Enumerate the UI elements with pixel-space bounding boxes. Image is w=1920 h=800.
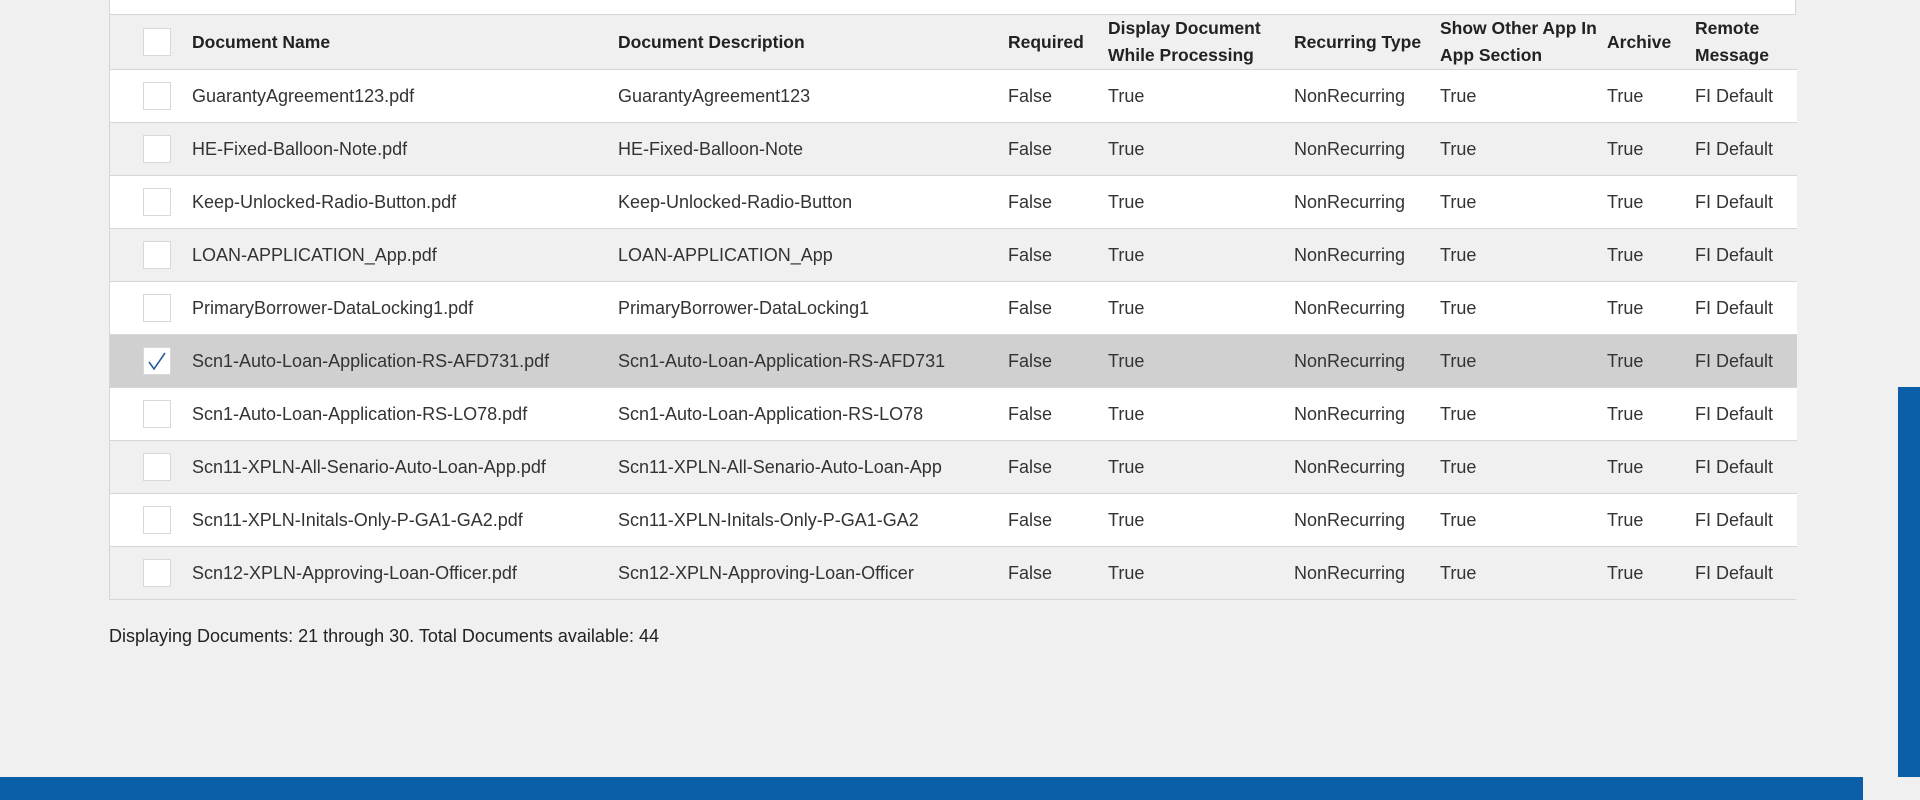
cell-document-description: Scn12-XPLN-Approving-Loan-Officer bbox=[618, 547, 1008, 600]
cell-document-description: Scn1-Auto-Loan-Application-RS-LO78 bbox=[618, 388, 1008, 441]
cell-required: False bbox=[1008, 494, 1108, 547]
cell-remote-message: FI Default bbox=[1695, 547, 1797, 600]
row-checkbox[interactable] bbox=[143, 400, 171, 428]
row-checkbox[interactable] bbox=[143, 241, 171, 269]
pagination-status: Displaying Documents: 21 through 30. Total Documents available: 44 bbox=[109, 626, 659, 646]
cell-show-other-app: True bbox=[1440, 547, 1607, 600]
row-select-cell bbox=[110, 494, 192, 547]
cell-show-other-app: True bbox=[1440, 229, 1607, 282]
header-remote-message[interactable]: Remote Message bbox=[1695, 15, 1797, 70]
header-display-while-processing[interactable]: Display Document While Processing bbox=[1108, 15, 1294, 70]
cell-remote-message: FI Default bbox=[1695, 494, 1797, 547]
cell-archive: True bbox=[1607, 229, 1695, 282]
cell-document-description: Scn1-Auto-Loan-Application-RS-AFD731 bbox=[618, 335, 1008, 388]
row-checkbox[interactable] bbox=[143, 82, 171, 110]
cell-remote-message: FI Default bbox=[1695, 335, 1797, 388]
cell-document-description: PrimaryBorrower-DataLocking1 bbox=[618, 282, 1008, 335]
cell-display-while-processing: True bbox=[1108, 335, 1294, 388]
cell-show-other-app: True bbox=[1440, 494, 1607, 547]
cell-archive: True bbox=[1607, 176, 1695, 229]
cell-required: False bbox=[1008, 388, 1108, 441]
cell-recurring-type: NonRecurring bbox=[1294, 70, 1440, 123]
cell-recurring-type: NonRecurring bbox=[1294, 123, 1440, 176]
header-document-name[interactable]: Document Name bbox=[192, 15, 618, 70]
cell-archive: True bbox=[1607, 335, 1695, 388]
cell-required: False bbox=[1008, 441, 1108, 494]
cell-archive: True bbox=[1607, 441, 1695, 494]
row-checkbox[interactable] bbox=[143, 135, 171, 163]
cell-document-name[interactable]: Scn11-XPLN-All-Senario-Auto-Loan-App.pdf bbox=[192, 441, 618, 494]
cell-display-while-processing: True bbox=[1108, 441, 1294, 494]
cell-remote-message: FI Default bbox=[1695, 176, 1797, 229]
cell-required: False bbox=[1008, 70, 1108, 123]
cell-recurring-type: NonRecurring bbox=[1294, 176, 1440, 229]
cell-required: False bbox=[1008, 123, 1108, 176]
table-row[interactable] bbox=[110, 547, 1797, 600]
cell-show-other-app: True bbox=[1440, 176, 1607, 229]
row-select-cell bbox=[110, 388, 192, 441]
cell-required: False bbox=[1008, 335, 1108, 388]
table-row[interactable] bbox=[110, 70, 1797, 123]
row-select-cell bbox=[110, 441, 192, 494]
cell-display-while-processing: True bbox=[1108, 123, 1294, 176]
cell-recurring-type: NonRecurring bbox=[1294, 388, 1440, 441]
cell-archive: True bbox=[1607, 494, 1695, 547]
cell-document-description: LOAN-APPLICATION_App bbox=[618, 229, 1008, 282]
row-select-cell bbox=[110, 335, 192, 388]
row-checkbox[interactable] bbox=[143, 294, 171, 322]
cell-document-name[interactable]: LOAN-APPLICATION_App.pdf bbox=[192, 229, 618, 282]
row-select-cell bbox=[110, 229, 192, 282]
cell-remote-message: FI Default bbox=[1695, 229, 1797, 282]
cell-recurring-type: NonRecurring bbox=[1294, 229, 1440, 282]
row-select-cell bbox=[110, 176, 192, 229]
row-select-cell bbox=[110, 547, 192, 600]
row-checkbox[interactable] bbox=[143, 347, 171, 375]
cell-remote-message: FI Default bbox=[1695, 70, 1797, 123]
cell-show-other-app: True bbox=[1440, 335, 1607, 388]
cell-archive: True bbox=[1607, 388, 1695, 441]
cell-document-name[interactable]: Scn11-XPLN-Initals-Only-P-GA1-GA2.pdf bbox=[192, 494, 618, 547]
documents-table bbox=[109, 14, 1796, 600]
cell-document-description: HE-Fixed-Balloon-Note bbox=[618, 123, 1008, 176]
footer-bar bbox=[0, 777, 1863, 800]
table-row[interactable] bbox=[110, 494, 1797, 547]
cell-remote-message: FI Default bbox=[1695, 123, 1797, 176]
cell-recurring-type: NonRecurring bbox=[1294, 335, 1440, 388]
cell-document-description: Scn11-XPLN-Initals-Only-P-GA1-GA2 bbox=[618, 494, 1008, 547]
header-archive[interactable]: Archive bbox=[1607, 15, 1695, 70]
select-all-checkbox[interactable] bbox=[143, 28, 171, 56]
cell-show-other-app: True bbox=[1440, 123, 1607, 176]
cell-document-name[interactable]: Scn12-XPLN-Approving-Loan-Officer.pdf bbox=[192, 547, 618, 600]
header-required[interactable]: Required bbox=[1008, 15, 1108, 70]
cell-remote-message: FI Default bbox=[1695, 388, 1797, 441]
cell-display-while-processing: True bbox=[1108, 176, 1294, 229]
side-accent-bar bbox=[1898, 387, 1920, 777]
cell-archive: True bbox=[1607, 70, 1695, 123]
cell-recurring-type: NonRecurring bbox=[1294, 547, 1440, 600]
header-recurring-type[interactable]: Recurring Type bbox=[1294, 15, 1440, 70]
table-row[interactable] bbox=[110, 388, 1797, 441]
cell-required: False bbox=[1008, 282, 1108, 335]
row-select-cell bbox=[110, 123, 192, 176]
row-checkbox[interactable] bbox=[143, 188, 171, 216]
checkmark-icon bbox=[147, 351, 167, 371]
cell-archive: True bbox=[1607, 282, 1695, 335]
cell-display-while-processing: True bbox=[1108, 494, 1294, 547]
cell-show-other-app: True bbox=[1440, 388, 1607, 441]
cell-show-other-app: True bbox=[1440, 441, 1607, 494]
cell-remote-message: FI Default bbox=[1695, 282, 1797, 335]
cell-display-while-processing: True bbox=[1108, 70, 1294, 123]
row-checkbox[interactable] bbox=[143, 506, 171, 534]
cell-display-while-processing: True bbox=[1108, 388, 1294, 441]
cell-show-other-app: True bbox=[1440, 70, 1607, 123]
table-row[interactable] bbox=[110, 441, 1797, 494]
cell-recurring-type: NonRecurring bbox=[1294, 441, 1440, 494]
table-row[interactable] bbox=[110, 123, 1797, 176]
cell-required: False bbox=[1008, 176, 1108, 229]
cell-archive: True bbox=[1607, 123, 1695, 176]
cell-archive: True bbox=[1607, 547, 1695, 600]
cell-document-description: Keep-Unlocked-Radio-Button bbox=[618, 176, 1008, 229]
cell-recurring-type: NonRecurring bbox=[1294, 494, 1440, 547]
cell-document-description: Scn11-XPLN-All-Senario-Auto-Loan-App bbox=[618, 441, 1008, 494]
cell-display-while-processing: True bbox=[1108, 282, 1294, 335]
table-row[interactable] bbox=[110, 282, 1797, 335]
cell-required: False bbox=[1008, 547, 1108, 600]
cell-recurring-type: NonRecurring bbox=[1294, 282, 1440, 335]
cell-document-name[interactable]: Scn1-Auto-Loan-Application-RS-LO78.pdf bbox=[192, 388, 618, 441]
cell-required: False bbox=[1008, 229, 1108, 282]
header-document-description[interactable]: Document Description bbox=[618, 15, 1008, 70]
cell-remote-message: FI Default bbox=[1695, 441, 1797, 494]
header-show-other-app[interactable]: Show Other App In App Section bbox=[1440, 15, 1607, 70]
cell-show-other-app: True bbox=[1440, 282, 1607, 335]
cell-document-description: GuarantyAgreement123 bbox=[618, 70, 1008, 123]
cell-display-while-processing: True bbox=[1108, 229, 1294, 282]
table-row[interactable] bbox=[110, 335, 1797, 388]
table-row[interactable] bbox=[110, 229, 1797, 282]
cell-display-while-processing: True bbox=[1108, 547, 1294, 600]
cell-document-name[interactable]: HE-Fixed-Balloon-Note.pdf bbox=[192, 123, 618, 176]
cell-document-name[interactable]: GuarantyAgreement123.pdf bbox=[192, 70, 618, 123]
row-select-cell bbox=[110, 282, 192, 335]
row-checkbox[interactable] bbox=[143, 453, 171, 481]
table-row[interactable] bbox=[110, 176, 1797, 229]
cell-document-name[interactable]: Scn1-Auto-Loan-Application-RS-AFD731.pdf bbox=[192, 335, 618, 388]
row-checkbox[interactable] bbox=[143, 559, 171, 587]
cell-document-name[interactable]: Keep-Unlocked-Radio-Button.pdf bbox=[192, 176, 618, 229]
table-top-edge bbox=[109, 0, 1796, 14]
row-select-cell bbox=[110, 70, 192, 123]
cell-document-name[interactable]: PrimaryBorrower-DataLocking1.pdf bbox=[192, 282, 618, 335]
select-all-cell bbox=[110, 15, 192, 70]
table-header-row bbox=[110, 15, 1797, 70]
